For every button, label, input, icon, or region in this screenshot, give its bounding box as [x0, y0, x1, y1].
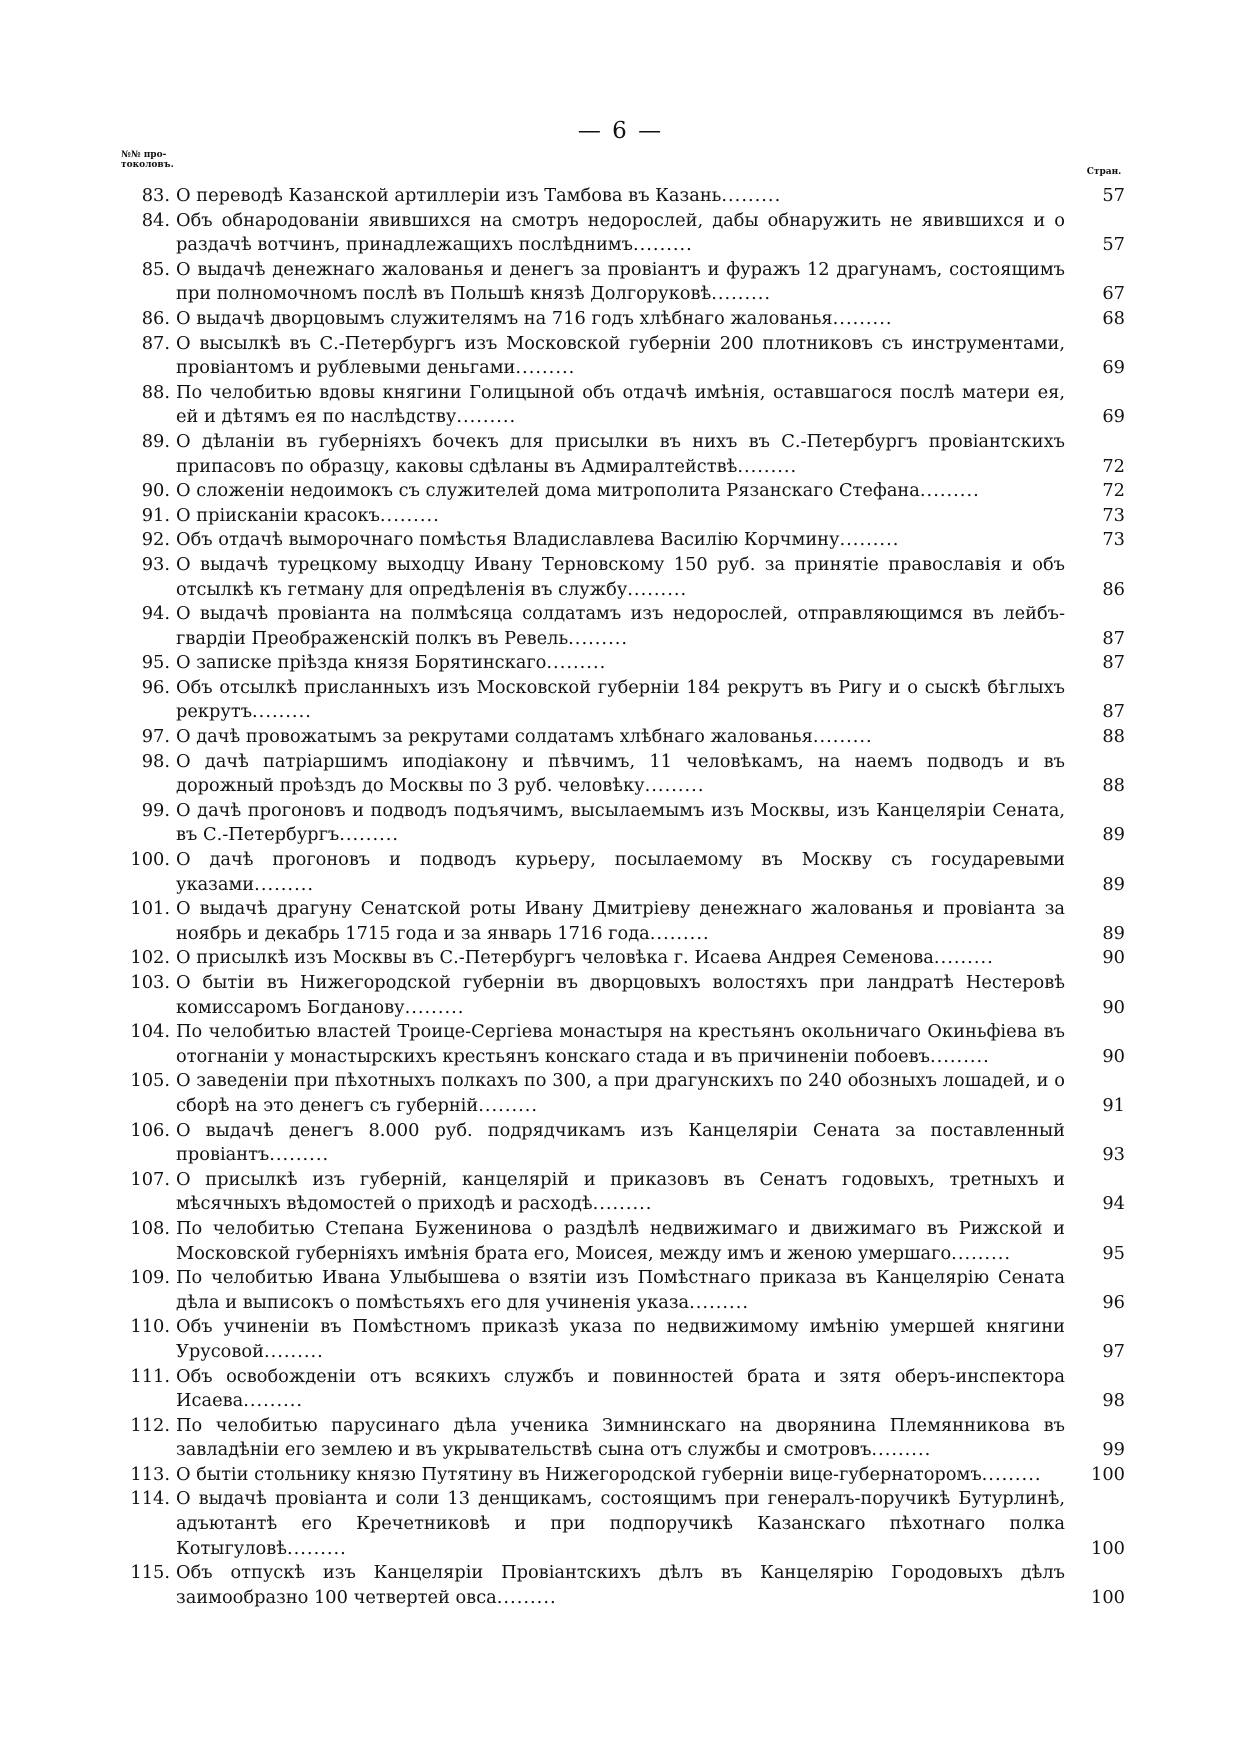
entry-page-number: 72 — [1102, 455, 1125, 477]
entry-title: О выдачѣ дворцовымъ служителямъ на 716 годъ хлѣбнаго жалованья......... — [176, 307, 893, 329]
toc-entry — [125, 1365, 1125, 1414]
entry-page-number: 86 — [1102, 578, 1125, 600]
entry-title: Объ учиненіи въ Помѣстномъ приказѣ указа по недвижимому имѣнію умершей княгини Урусовой......... — [176, 1316, 1065, 1362]
toc-entry — [125, 1414, 1125, 1463]
leader-dots: ......... — [379, 504, 440, 526]
leader-dots: ......... — [546, 652, 607, 674]
entry-number: 87. — [141, 332, 170, 354]
entry-page-number: 87 — [1102, 652, 1125, 674]
toc-entry — [125, 307, 1125, 332]
entry-page-number: 98 — [1102, 1390, 1125, 1412]
entry-title: Объ отпускѣ изъ Канцеляріи Провіантскихъ дѣлъ въ Канцелярію Городовыхъ дѣлъ заимообразно 100 четвертей овса......... — [176, 1562, 1065, 1608]
entry-page-number: 91 — [1102, 1094, 1125, 1116]
leader-dots: ......... — [919, 480, 980, 502]
entry-title: О заведеніи при пѣхотныхъ полкахъ по 300, а при драгунскихъ по 240 обозныхъ лошадей, и о сборѣ на это денегъ съ губерній......... — [176, 1070, 1065, 1116]
entry-number: 92. — [141, 529, 170, 551]
entry-page-number: 67 — [1102, 283, 1125, 305]
entry-number: 96. — [141, 676, 170, 698]
toc-entry — [125, 528, 1125, 553]
leader-dots: ......... — [644, 775, 705, 797]
toc-entry — [125, 946, 1125, 971]
entry-number: 98. — [141, 750, 170, 772]
toc-entry — [125, 651, 1125, 676]
toc-entry — [125, 971, 1125, 1020]
toc-entry — [125, 430, 1125, 479]
leader-dots: ......... — [933, 947, 994, 969]
entry-page-number: 72 — [1102, 480, 1125, 502]
entry-title: По челобитью парусинаго дѣла ученика Зимнинскаго на дворянина Племянникова въ завладѣніи его землею и въ укрывательствѣ сына отъ службы и смотровъ......... — [176, 1414, 1065, 1461]
leader-dots: ......... — [871, 1439, 932, 1461]
leader-dots: ......... — [832, 307, 893, 329]
entry-title: О присылкѣ изъ губерній, канцелярій и приказовъ въ Сенатъ годовыхъ, третныхъ и мѣсячныхъ вѣдомостей о приходѣ и расходѣ......... — [176, 1168, 1065, 1215]
entry-number: 111. — [130, 1365, 170, 1387]
entry-title: О дачѣ патріаршимъ иподіакону и пѣвчимъ, 11 человѣкамъ, на наемъ подводъ и въ дорожный проѣздъ до Москвы по 3 руб. человѣку......... — [176, 750, 1065, 797]
entry-page-number: 100 — [1091, 1463, 1125, 1485]
toc-entry — [125, 504, 1125, 529]
entry-number: 84. — [141, 209, 170, 231]
table-of-contents — [125, 184, 1125, 1610]
leader-dots: ......... — [711, 283, 772, 305]
entry-title: О дачѣ прогоновъ и подводъ курьеру, посылаемому въ Москву съ государевыми указами......... — [176, 849, 1065, 895]
entry-number: 100. — [130, 849, 170, 871]
leader-dots: ......... — [263, 1340, 324, 1362]
entry-title: О бытіи въ Нижегородской губерніи въ дворцовыхъ волостяхъ при ландратѣ Нестеровѣ комиссаромъ Богданову......... — [176, 972, 1065, 1018]
leader-dots: ......... — [812, 726, 873, 748]
entry-title: По челобитью вдовы княгини Голицыной объ отдачѣ имѣнія, оставшагося послѣ матери ея, ей и дѣтямъ ея по наслѣдству......... — [176, 381, 1065, 428]
toc-entry — [125, 1217, 1125, 1266]
toc-entry — [125, 1020, 1125, 1069]
entry-number: 85. — [141, 258, 170, 280]
entry-page-number: 69 — [1102, 406, 1125, 428]
toc-entry — [125, 676, 1125, 725]
entry-number: 106. — [130, 1119, 170, 1141]
leader-dots: ......... — [737, 455, 798, 477]
entry-page-number: 94 — [1102, 1193, 1125, 1215]
toc-entry — [125, 1266, 1125, 1315]
entry-page-number: 73 — [1102, 529, 1125, 551]
entry-page-number: 88 — [1102, 775, 1125, 797]
entry-number: 101. — [130, 898, 170, 920]
entry-title: О выдачѣ турецкому выходцу Ивану Терновскому 150 руб. за принятіе православія и объ отсылкѣ къ гетману для опредѣленія въ службу......... — [176, 553, 1065, 600]
toc-entry — [125, 381, 1125, 430]
entry-title: Объ отдачѣ выморочнаго помѣстья Владиславлева Василію Корчмину......... — [176, 529, 900, 551]
entry-number: 102. — [130, 947, 170, 969]
entry-page-number: 89 — [1102, 922, 1125, 944]
page-column-header: Стран. — [1086, 167, 1122, 177]
entry-page-number: 57 — [1102, 234, 1125, 256]
toc-entry — [125, 184, 1125, 209]
leader-dots: ......... — [929, 1045, 990, 1067]
toc-entry — [125, 1561, 1125, 1610]
entry-page-number: 99 — [1102, 1439, 1125, 1461]
toc-entry — [125, 725, 1125, 750]
entry-number: 114. — [130, 1488, 170, 1510]
entry-page-number: 73 — [1102, 504, 1125, 526]
entry-title: О дѣланіи въ губерніяхъ бочекъ для присылки въ нихъ въ С.-Петербургъ провіантскихъ припасовъ по образцу, каковы сдѣланы въ Адмиралтействѣ......... — [176, 430, 1065, 477]
entry-title: По челобитью Степана Буженинова о раздѣлѣ недвижимаго и движимаго въ Рижской и Московской губерніяхъ имѣнія брата его, Моисея, между имъ и женою умершаго......... — [176, 1217, 1065, 1264]
entry-number: 97. — [141, 726, 170, 748]
entry-title: О бытіи стольнику князю Путятину въ Нижегородской губерніи вице-губернаторомъ......... — [176, 1463, 1042, 1485]
entry-number: 105. — [130, 1070, 170, 1092]
entry-page-number: 88 — [1102, 726, 1125, 748]
toc-entry — [125, 553, 1125, 602]
entry-page-number: 96 — [1102, 1291, 1125, 1313]
leader-dots: ......... — [627, 578, 688, 600]
leader-dots: ......... — [404, 996, 465, 1018]
toc-entry — [125, 332, 1125, 381]
entry-number: 103. — [130, 972, 170, 993]
entry-page-number: 57 — [1102, 185, 1125, 206]
entry-title: О присылкѣ изъ Москвы въ С.-Петербургъ человѣка г. Исаева Андрея Семенова......... — [176, 947, 994, 969]
entry-page-number: 87 — [1102, 627, 1125, 649]
entry-number: 112. — [130, 1414, 170, 1436]
entry-page-number: 69 — [1102, 357, 1125, 379]
entry-page-number: 90 — [1102, 947, 1125, 969]
entry-page-number: 100 — [1091, 1586, 1125, 1608]
leader-dots: ......... — [632, 234, 693, 256]
entry-number: 89. — [141, 430, 170, 452]
toc-entry — [125, 750, 1125, 799]
entry-number: 108. — [130, 1217, 170, 1239]
entry-number: 104. — [130, 1021, 170, 1043]
leader-dots: ......... — [478, 1094, 539, 1116]
entry-title: О записке пріѣзда князя Борятинскаго......... — [176, 652, 607, 674]
toc-entry — [125, 799, 1125, 848]
entry-title: О дачѣ прогоновъ и подводъ подъячимъ, высылаемымъ изъ Москвы, изъ Канцеляріи Сената, въ С.-Петербургъ......... — [176, 799, 1065, 846]
entry-title: О выдачѣ денегъ 8.000 руб. подрядчикамъ изъ Канцеляріи Сената за поставленный провіантъ......... — [176, 1119, 1065, 1166]
entry-title: О выдачѣ провіанта на полмѣсяца солдатамъ изъ недорослей, отправляющимся въ лейбъ-гвардіи Преображенскій полкъ въ Ревель......... — [176, 603, 1065, 649]
entry-title: Объ обнародованіи явившихся на смотръ недорослей, дабы обнаружить не явившихся и о раздачѣ вотчинъ, принадлежащихъ послѣднимъ......... — [176, 209, 1065, 256]
entry-number: 115. — [130, 1562, 170, 1584]
toc-entry — [125, 897, 1125, 946]
entry-title: По челобитью Ивана Улыбышева о взятіи изъ Помѣстнаго приказа въ Канцелярію Сената дѣла и выписокъ о помѣстьяхъ его для учиненія указа......... — [176, 1267, 1065, 1313]
leader-dots: ......... — [286, 1537, 347, 1559]
leader-dots: ......... — [496, 1586, 557, 1608]
entry-title: О дачѣ провожатымъ за рекрутами солдатамъ хлѣбнаго жалованья......... — [176, 726, 873, 748]
entry-number: 107. — [130, 1168, 170, 1190]
entry-title: Объ освобожденіи отъ всякихъ службъ и повинностей брата и зятя оберъ-инспектора Исаева......... — [176, 1365, 1065, 1412]
leader-dots: ......... — [721, 185, 782, 206]
toc-entry — [125, 1119, 1125, 1168]
entry-number: 83. — [141, 185, 170, 206]
leader-dots: ......... — [456, 406, 517, 428]
entry-number: 90. — [141, 480, 170, 502]
entry-title: О выдачѣ денежнаго жалованья и денегъ за провіантъ и фуражъ 12 драгунамъ, состоящимъ при полномочномъ послѣ въ Польшѣ князѣ Долгоруковѣ......... — [176, 258, 1065, 305]
protocol-number-column-header: №№ про- токоловъ. — [121, 150, 174, 170]
leader-dots: ......... — [689, 1291, 749, 1313]
entry-number: 93. — [141, 553, 170, 575]
entry-title: О переводѣ Казанской артиллеріи изъ Тамбова въ Казань......... — [176, 185, 782, 206]
leader-dots: ......... — [243, 1390, 304, 1412]
leader-dots: ......... — [269, 1144, 330, 1166]
leader-dots: ......... — [981, 1463, 1042, 1485]
toc-entry — [125, 602, 1125, 651]
leader-dots: ......... — [951, 1242, 1012, 1264]
toc-entry — [125, 209, 1125, 258]
entry-title: О высылкѣ въ С.-Петербургъ изъ Московской губерніи 200 плотниковъ съ инструментами, провіантомъ и рублевыми деньгами......... — [176, 332, 1065, 379]
leader-dots: ......... — [649, 922, 710, 944]
entry-page-number: 100 — [1091, 1537, 1125, 1559]
entry-title: О сложеніи недоимокъ съ служителей дома митрополита Рязанскаго Стефана......... — [176, 480, 980, 502]
entry-number: 86. — [141, 307, 170, 329]
entry-title: По челобитью властей Троице-Сергіева монастыря на крестьянъ окольничаго Окиньфіева въ отогнаніи у монастырскихъ крестьянъ конскаго стада и въ причиненіи побоевъ......... — [176, 1021, 1065, 1067]
entry-number: 95. — [141, 652, 170, 674]
entry-page-number: 95 — [1102, 1242, 1125, 1264]
toc-entry — [125, 1463, 1125, 1488]
entry-page-number: 97 — [1102, 1340, 1125, 1362]
entry-number: 94. — [141, 603, 170, 625]
entry-page-number: 89 — [1102, 873, 1125, 895]
leader-dots: ......... — [339, 824, 400, 846]
entry-number: 88. — [141, 381, 170, 403]
toc-entry — [125, 1487, 1125, 1561]
entry-page-number: 89 — [1102, 824, 1125, 846]
entry-number: 99. — [141, 799, 170, 821]
toc-entry — [125, 848, 1125, 897]
leader-dots: ......... — [252, 701, 312, 723]
entry-title: О пріисканіи красокъ......... — [176, 504, 440, 526]
toc-entry — [125, 1315, 1125, 1364]
entry-number: 113. — [130, 1463, 170, 1485]
leader-dots: ......... — [568, 627, 629, 649]
leader-dots: ......... — [839, 529, 900, 551]
entry-title: О выдачѣ провіанта и соли 13 денщикамъ, состоящимъ при генералъ-поручикѣ Бутурлинѣ, адъютантѣ его Кречетниковѣ и при подпоручикѣ Казанскаго пѣхотнаго полка Котыгуловѣ......... — [176, 1488, 1065, 1559]
toc-entry — [125, 258, 1125, 307]
leader-dots: ......... — [254, 873, 315, 895]
entry-page-number: 90 — [1102, 1045, 1125, 1067]
entry-page-number: 87 — [1102, 701, 1125, 723]
leader-dots: ......... — [515, 357, 576, 379]
toc-entry — [125, 1069, 1125, 1118]
toc-entry — [125, 479, 1125, 504]
entry-number: 110. — [130, 1316, 170, 1338]
page-number: — 6 — — [577, 118, 664, 144]
leader-dots: ......... — [592, 1193, 653, 1215]
entry-number: 109. — [130, 1267, 170, 1289]
entry-number: 91. — [141, 504, 170, 526]
toc-entry — [125, 1168, 1125, 1217]
entry-page-number: 90 — [1102, 996, 1125, 1018]
entry-page-number: 68 — [1102, 307, 1125, 329]
entry-page-number: 93 — [1102, 1144, 1125, 1166]
entry-title: Объ отсылкѣ присланныхъ изъ Московской губерніи 184 рекрутъ въ Ригу и о сыскѣ бѣглыхъ рекрутъ......... — [176, 676, 1065, 723]
entry-title: О выдачѣ драгуну Сенатской роты Ивану Дмитріеву денежнаго жалованья и провіанта за ноябрь и декабрь 1715 года и за январь 1716 года......... — [176, 898, 1065, 944]
